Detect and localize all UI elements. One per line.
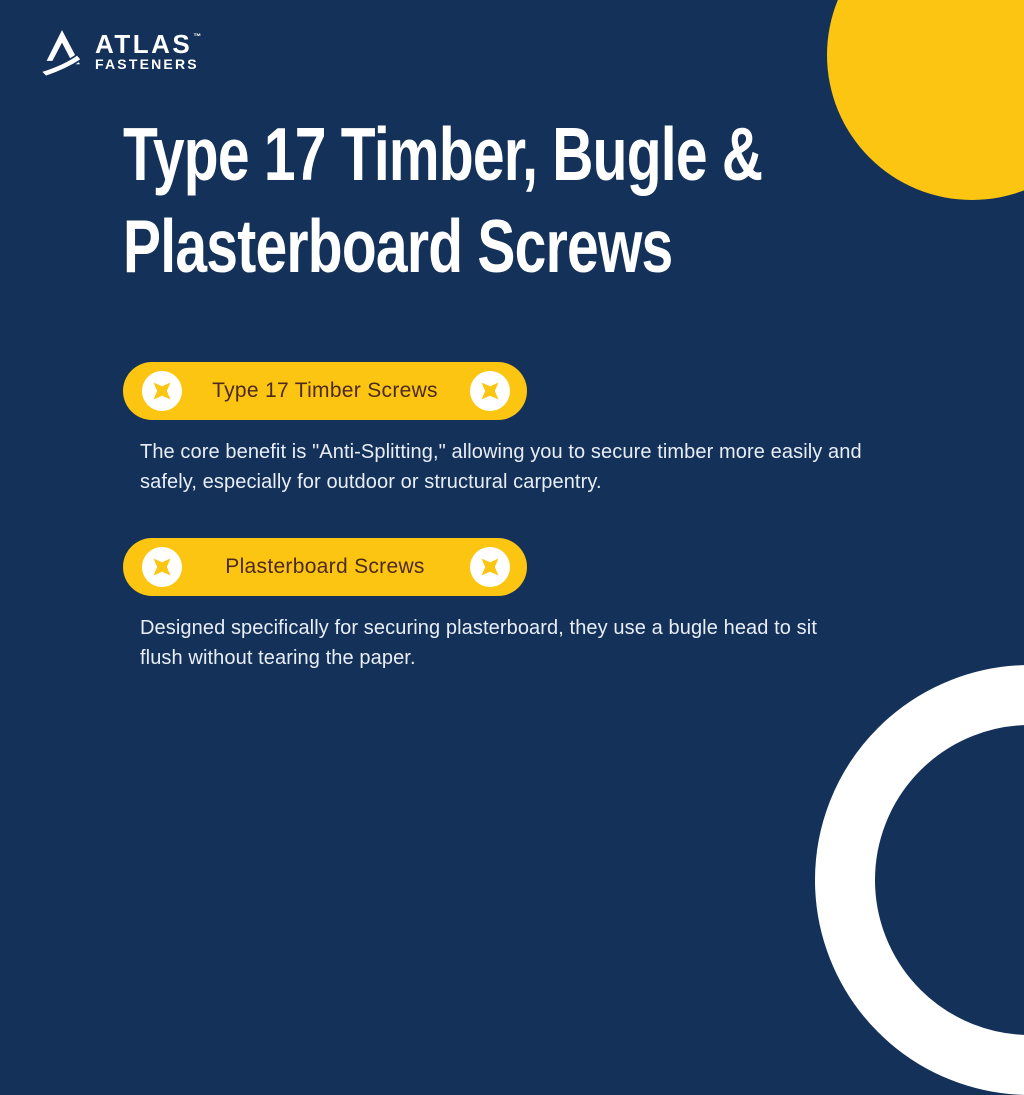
phillips-screw-icon	[470, 371, 510, 411]
badge-type17-timber-screws	[123, 362, 527, 420]
plasterboard-screws-description: Designed specifically for securing plasterboard, they use a bugle head to sit flush without tearing the paper.	[140, 617, 817, 669]
badge-plasterboard-screws	[123, 538, 527, 596]
brand-logo	[40, 27, 204, 77]
page-title-line-1: Type 17 Timber, Bugle &	[123, 112, 763, 196]
timber-screws-description: The core benefit is "Anti-Splitting," allowing you to secure timber more easily and safely, especially for outdoor or structural carpentry.	[140, 441, 862, 493]
logo-wordmark	[95, 27, 204, 72]
logo-brand-sub: FASTENERS	[95, 56, 199, 72]
atlas-logo-icon	[40, 27, 84, 77]
decor-yellow-circle	[827, 0, 1024, 200]
badge-label: Type 17 Timber Screws	[212, 379, 438, 402]
page-title	[123, 108, 762, 292]
phillips-screw-icon	[470, 547, 510, 587]
logo-trademark: ™	[193, 32, 204, 41]
page-title-line-2: Plasterboard Screws	[123, 204, 673, 288]
decor-white-ring	[815, 665, 1024, 1095]
badge-label: Plasterboard Screws	[225, 555, 425, 578]
logo-brand-name: ATLAS	[95, 29, 193, 59]
